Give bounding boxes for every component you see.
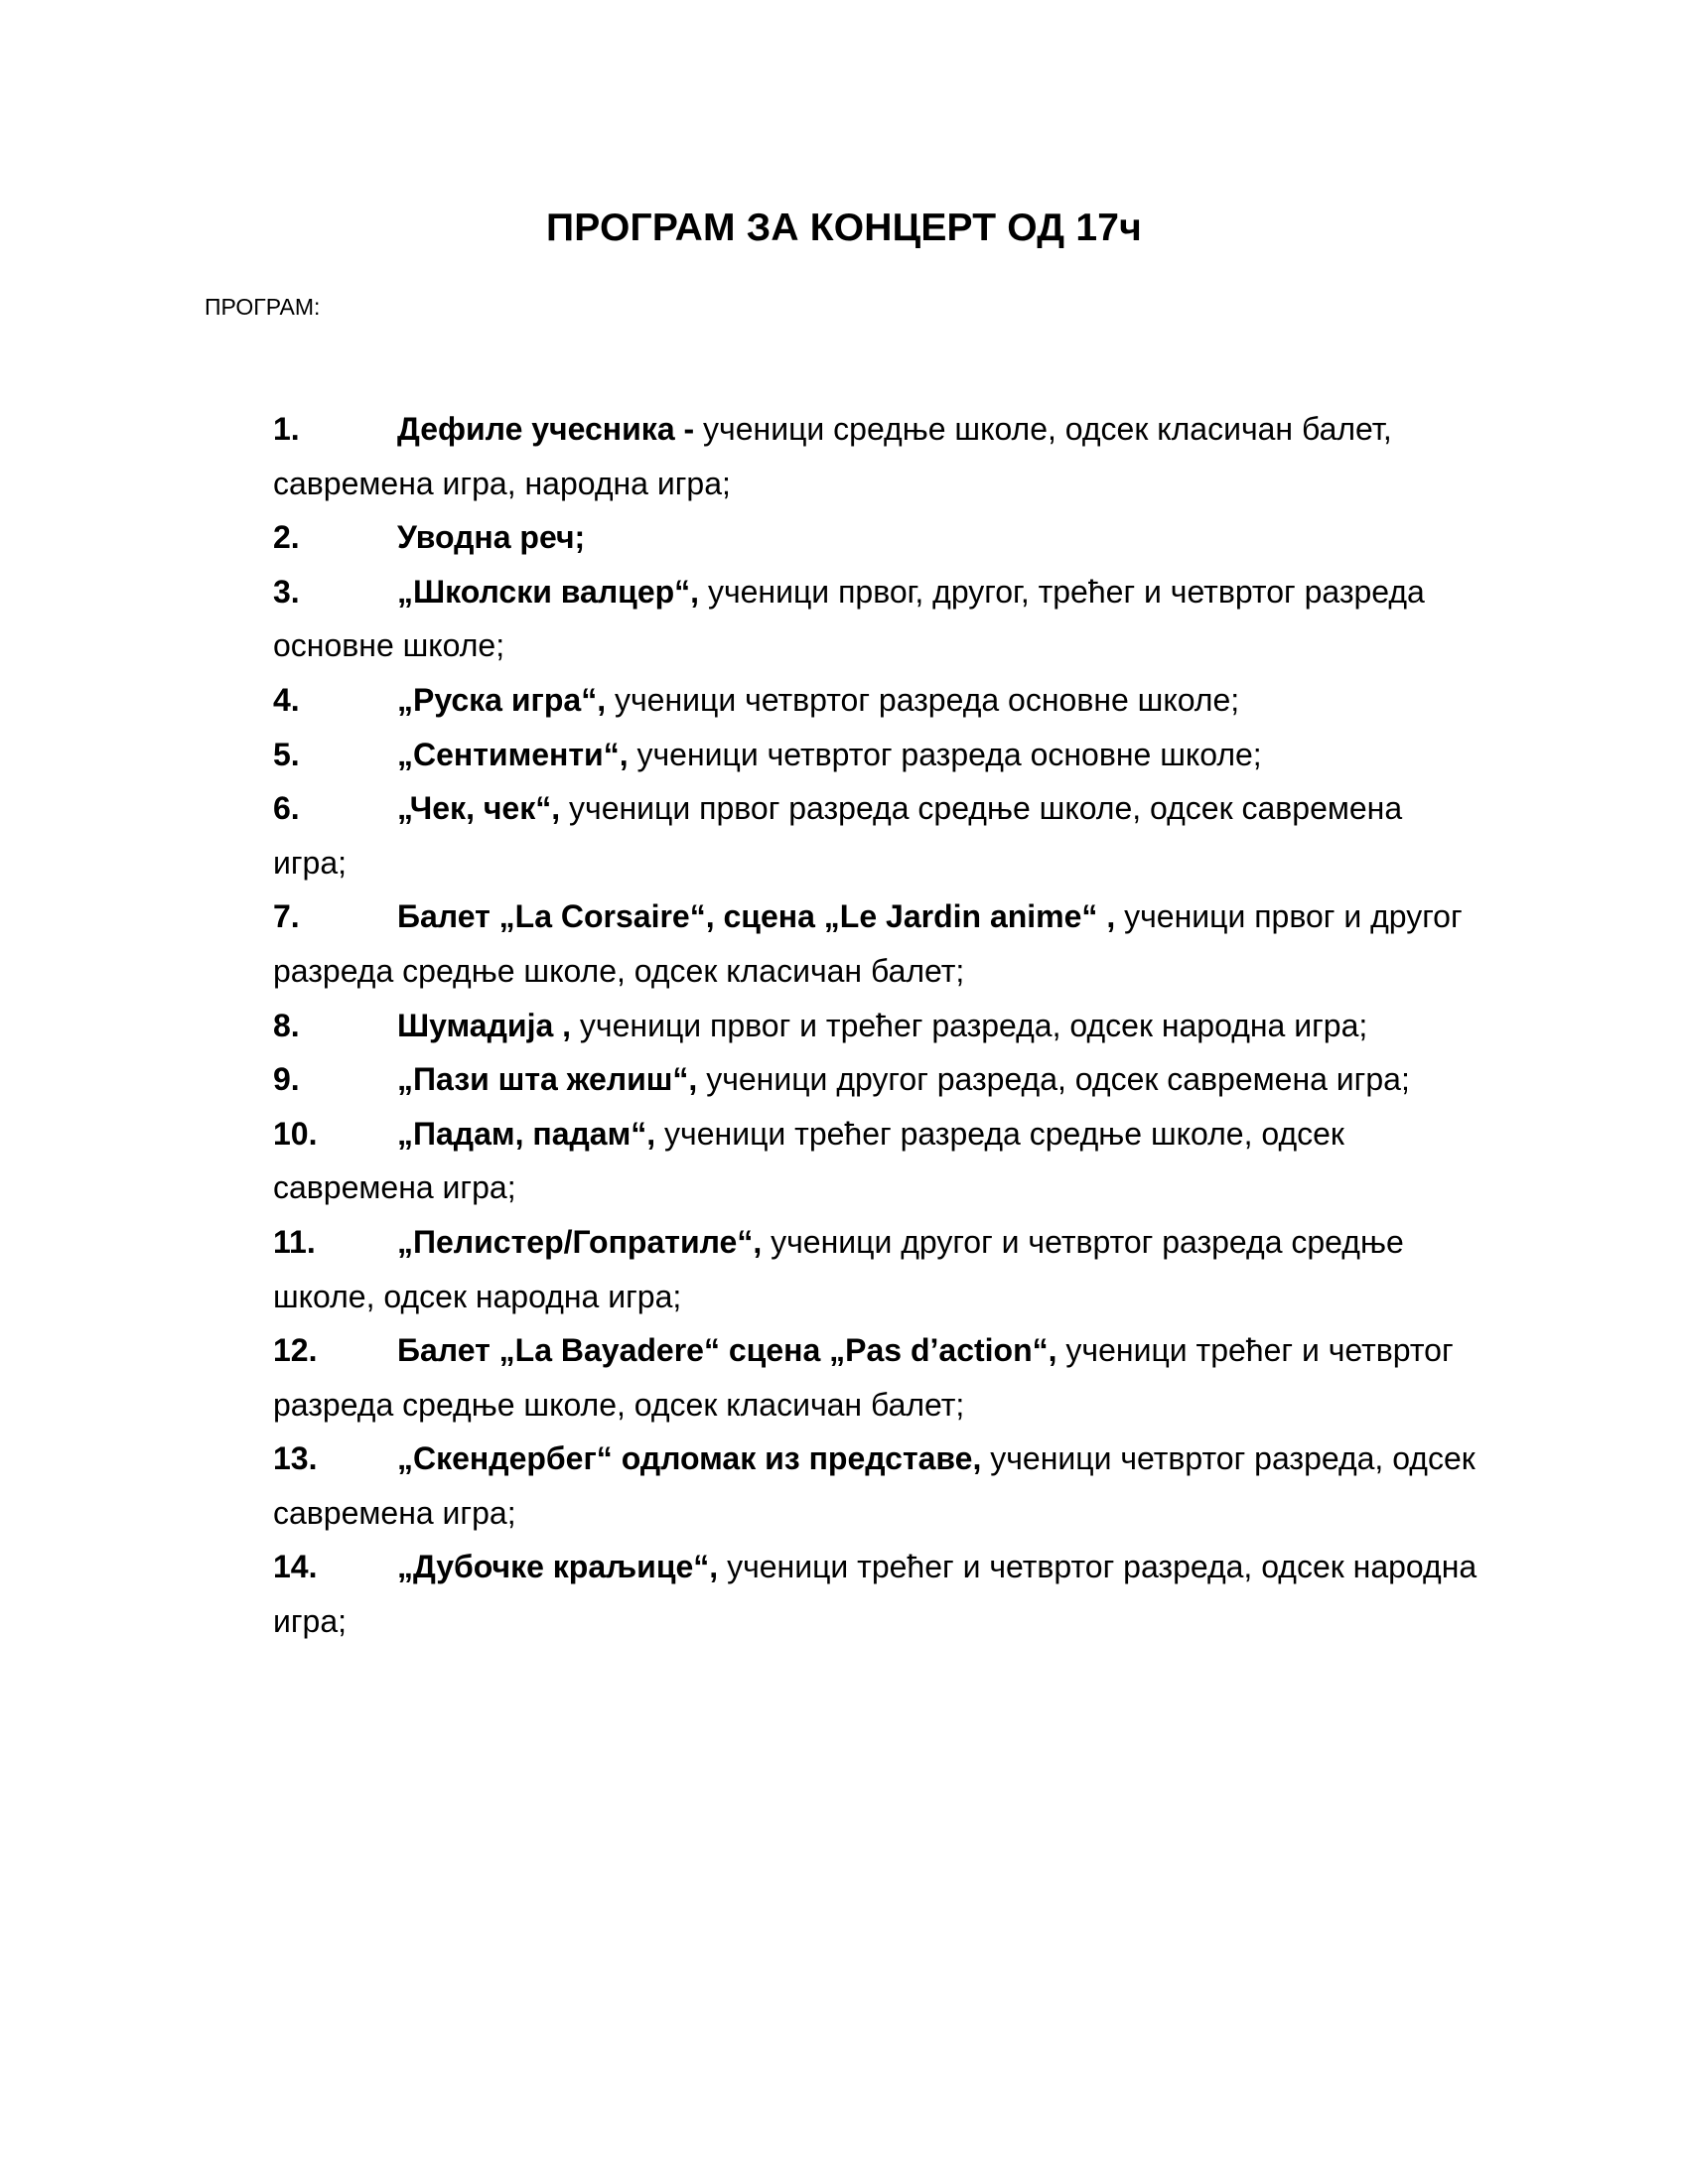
item-number: 11. bbox=[273, 1223, 316, 1260]
program-item bbox=[273, 1052, 1484, 1107]
item-title: Уводна реч; bbox=[397, 519, 586, 556]
item-title: Дефиле учесника - bbox=[397, 411, 704, 447]
item-title: „Падам, падам“, bbox=[397, 1115, 656, 1152]
item-title: „Пази шта желиш“, bbox=[397, 1061, 698, 1098]
item-number: 1. bbox=[273, 411, 300, 447]
item-title: „Руска игра“, bbox=[397, 681, 607, 718]
program-item bbox=[273, 1323, 1484, 1432]
page-title: ПРОГРАМ ЗА КОНЦЕРТ ОД 17ч bbox=[546, 206, 1142, 249]
item-number: 8. bbox=[273, 1007, 300, 1043]
program-label: ПРОГРАМ: bbox=[205, 294, 321, 320]
item-text: ученици четвртог разреда, одсек савремена игра; bbox=[273, 1440, 1476, 1531]
item-text: ученици првог и трећег разреда, одсек народна игра; bbox=[571, 1007, 1368, 1043]
program-list bbox=[273, 402, 1484, 1649]
item-text: ученици четвртог разреда основне школе; bbox=[628, 736, 1262, 772]
program-item bbox=[273, 1432, 1484, 1540]
program-item bbox=[273, 673, 1484, 728]
item-title: Шумадија , bbox=[397, 1007, 572, 1043]
item-text: ученици трећег и четвртог разреда средње школе, одсек класичан балет; bbox=[273, 1332, 1454, 1423]
item-number: 3. bbox=[273, 573, 300, 610]
item-number: 5. bbox=[273, 736, 300, 772]
item-number: 12. bbox=[273, 1332, 318, 1369]
item-text: ученици средње школе, одсек класичан балет, савремена игра, народна игра; bbox=[273, 411, 1392, 501]
item-number: 14. bbox=[273, 1549, 318, 1585]
item-text: ученици првог разреда средње школе, одсек савремена игра; bbox=[273, 790, 1403, 881]
item-title: „Дубочке краљице“, bbox=[397, 1549, 719, 1585]
item-text: ученици првог и другог разреда средње школе, одсек класичан балет; bbox=[273, 898, 1463, 989]
item-number: 7. bbox=[273, 898, 300, 935]
item-text: ученици четвртог разреда основне школе; bbox=[606, 681, 1240, 718]
program-item bbox=[273, 1215, 1484, 1323]
program-item bbox=[273, 565, 1484, 673]
item-text: ученици трећег и четвртог разреда, одсек народна игра; bbox=[273, 1549, 1477, 1640]
item-text: ученици другог и четвртог разреда средње школе, одсек народна игра; bbox=[273, 1223, 1404, 1314]
item-number: 13. bbox=[273, 1440, 318, 1477]
item-title: Балет „La Bayadere“ сцена „Pas d’action“, bbox=[397, 1332, 1057, 1369]
program-item bbox=[273, 1107, 1484, 1215]
item-title: „Школски валцер“, bbox=[397, 573, 700, 610]
item-number: 9. bbox=[273, 1061, 300, 1098]
item-text: ученици другог разреда, одсек савремена игра; bbox=[697, 1061, 1410, 1098]
item-text: ученици првог, другог, трећег и четвртог разреда основне школе; bbox=[273, 573, 1425, 664]
item-number: 4. bbox=[273, 681, 300, 718]
program-item bbox=[273, 728, 1484, 782]
program-item bbox=[273, 1540, 1484, 1648]
program-item bbox=[273, 889, 1484, 998]
item-number: 2. bbox=[273, 519, 300, 556]
program-item bbox=[273, 781, 1484, 889]
item-title: „Чек, чек“, bbox=[397, 790, 561, 827]
program-item bbox=[273, 402, 1484, 510]
program-item bbox=[273, 510, 1484, 565]
item-title: „Скендербег“ одломак из представе, bbox=[397, 1440, 982, 1477]
item-number: 10. bbox=[273, 1115, 318, 1152]
program-item bbox=[273, 999, 1484, 1053]
item-number: 6. bbox=[273, 790, 300, 827]
item-title: „Пелистер/Гопратиле“, bbox=[397, 1223, 763, 1260]
item-title: „Сентименти“, bbox=[397, 736, 629, 772]
item-text: ученици трећег разреда средње школе, одсек савремена игра; bbox=[273, 1115, 1344, 1206]
item-title: Балет „La Corsaire“, сцена „Le Jardin anime“ , bbox=[397, 898, 1116, 935]
